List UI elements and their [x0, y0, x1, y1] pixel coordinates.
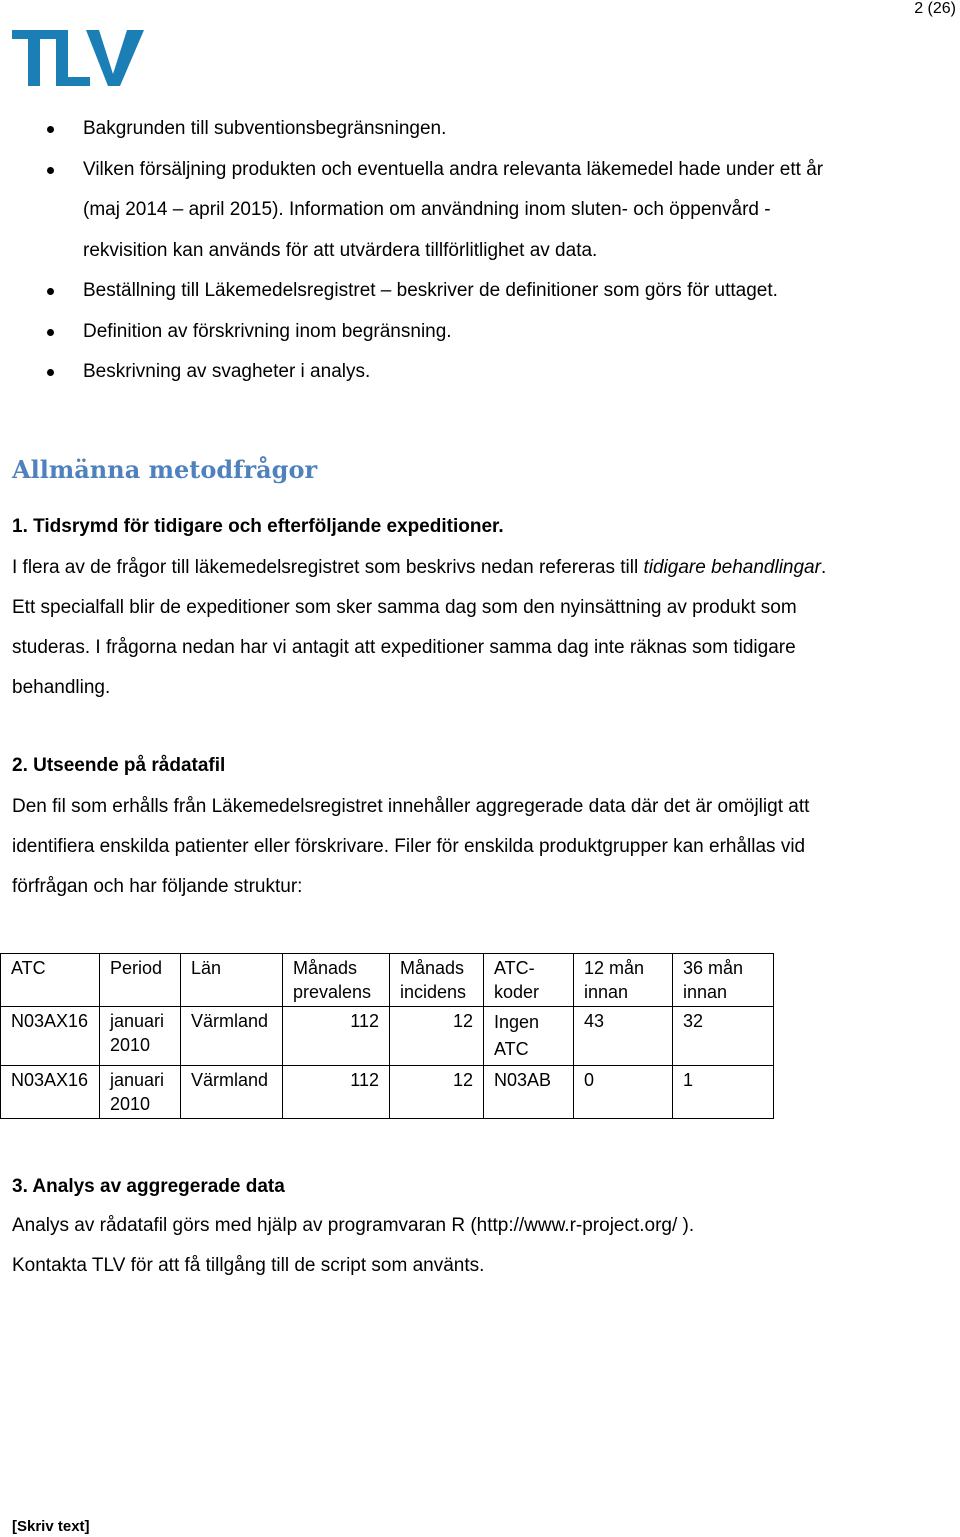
table-cell: 0 — [574, 1066, 673, 1119]
table-cell: januari 2010 — [100, 1066, 181, 1119]
header-cell: 12 mån innan — [574, 954, 673, 1007]
q3-line-2: Kontakta TLV för att få tillgång till de script som använts. — [12, 1255, 485, 1276]
table-cell: N03AX16 — [1, 1066, 100, 1119]
header-cell: ATC-koder — [484, 954, 574, 1007]
q1-title: 1. Tidsrymd för tidigare och efterföljande expeditioner. — [12, 516, 504, 537]
q3-title: 3. Analys av aggregerade data — [12, 1176, 285, 1197]
table-cell: 43 — [574, 1007, 673, 1066]
header-cell: ATC — [1, 954, 100, 1007]
table-cell: Värmland — [181, 1066, 283, 1119]
table-row — [1, 1066, 774, 1119]
table-cell: 112 — [283, 1066, 390, 1119]
italic-term: tidigare behandlingar — [643, 557, 821, 578]
header-cell: Månads incidens — [390, 954, 484, 1007]
table-cell: Värmland — [181, 1007, 283, 1066]
q3-line-1: Analys av rådatafil görs med hjälp av programvaran R (http://www.r-project.org/ ). — [12, 1215, 695, 1236]
table-cell: 12 — [390, 1007, 484, 1066]
data-structure-table — [0, 953, 774, 1119]
bullet-item: Vilken försäljning produkten och eventuella andra relevanta läkemedel hade under ett år (maj 2014 – april 2015). Information om användning inom sluten- och öppenvård - rekvisition kan används för att utvärdera tillförlitlighet av data. — [0, 150, 860, 272]
table-cell: januari 2010 — [100, 1007, 181, 1066]
table-row — [1, 1007, 774, 1066]
table-cell: 1 — [673, 1066, 774, 1119]
table-cell: 112 — [283, 1007, 390, 1066]
q2-title: 2. Utseende på rådatafil — [12, 755, 226, 776]
bullet-item: Beställning till Läkemedelsregistret – beskriver de definitioner som görs för uttaget. — [0, 271, 860, 312]
table-cell: N03AX16 — [1, 1007, 100, 1066]
table-header-row — [1, 954, 774, 1007]
header-cell: 36 mån innan — [673, 954, 774, 1007]
table-cell: N03AB — [484, 1066, 574, 1119]
tlv-logo — [12, 28, 144, 86]
section-heading: Allmänna metodfrågor — [12, 455, 318, 484]
table-cell: 32 — [673, 1007, 774, 1066]
bullet-item: Definition av förskrivning inom begränsning. — [0, 312, 860, 353]
page-number: 2 (26) — [914, 0, 956, 17]
table-cell: 12 — [390, 1066, 484, 1119]
table-cell: Ingen ATC — [484, 1007, 574, 1066]
q2-paragraph: Den fil som erhålls från Läkemedelsregistret innehåller aggregerade data där det är omöjligt att identifiera enskilda patienter eller förskrivare. Filer för enskilda produktgrupper kan erhållas vid förfrågan och har följande struktur: — [12, 796, 810, 897]
bullet-item: Beskrivning av svagheter i analys. — [0, 352, 860, 393]
header-cell: Län — [181, 954, 283, 1007]
bullet-item: Bakgrunden till subventionsbegränsningen. — [0, 109, 860, 150]
footer-placeholder: [Skriv text] — [12, 1518, 90, 1535]
bullet-list — [0, 109, 860, 393]
header-cell: Period — [100, 954, 181, 1007]
q1-paragraph: I flera av de frågor till läkemedelsregistret som beskrivs nedan refereras till tidigare behandlingar. Ett specialfall blir de expeditioner som sker samma dag som den nyinsättning av produkt som studeras. I frågorna nedan har vi antagit att expeditioner samma dag inte räknas som tidigare behandling. — [12, 557, 827, 698]
header-cell: Månads prevalens — [283, 954, 390, 1007]
